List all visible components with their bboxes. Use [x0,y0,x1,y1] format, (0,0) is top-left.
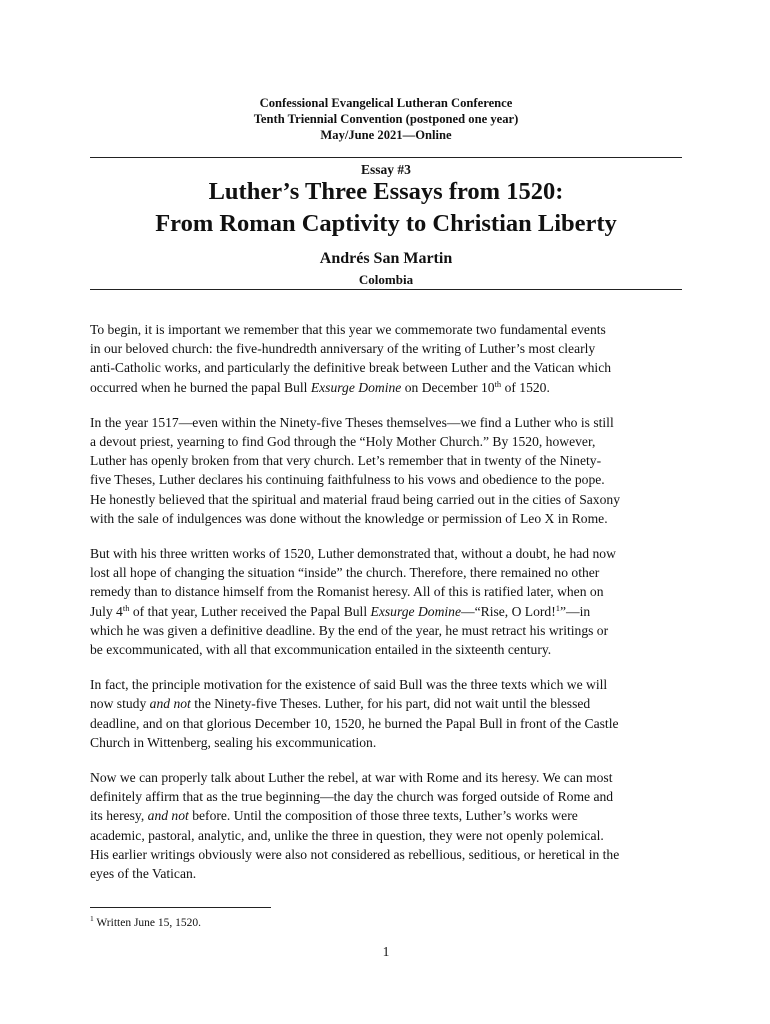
text-span: ”—in [560,603,591,619]
text-span: now study [90,696,150,712]
footnote-mark: 1 [90,914,94,923]
text-line: To begin, it is important we remember that this year we commemorate two fundamental events [90,322,606,337]
page-number: 1 [382,944,390,959]
text-line: He honestly believed that the spiritual and material fraud being carried out in the cities of Saxony [90,491,620,507]
italic-text: Exsurge Domine [310,379,402,395]
text-line: In the year 1517—even within the Ninety-five Theses themselves—we find a Luther who is still [90,414,614,430]
header-divider-bottom [90,289,682,290]
author-name: Andrés San Martin [319,250,453,267]
convention-date: May/June 2021—Online [320,128,452,142]
text-line: eyes of the Vatican. [90,866,197,882]
text-line: in our beloved church: the five-hundredth anniversary of the writing of Luther’s most clearly [90,341,596,357]
convention-name: Tenth Triennial Convention (postponed one year) [253,112,519,126]
text-line: five Theses, Luther declares his continuing faithfulness to his vows and obedience to the pope. [90,472,605,488]
text-line: a devout priest, yearning to find God through the “Holy Mother Church.” By 1520, however, [90,434,596,450]
paragraph-5 [90,768,682,883]
text-line: academic, pastoral, analytic, and, unlike the three in question, they were not openly polemical. [90,827,604,843]
text-line [90,694,682,713]
essay-title-line-2: From Roman Captivity to Christian Liberty [155,210,617,237]
text-line: Church in Wittenberg, sealing his excommunication. [90,734,377,750]
text-line: Now we can properly talk about Luther the rebel, at war with Rome and its heresy. We can most [90,770,613,786]
text-line: Luther has openly broken from that very church. Let’s remember that in twenty of the Ninety- [90,453,602,469]
text-line: anti-Catholic works, and particularly the definitive break between Luther and the Vatican which [90,360,612,376]
paragraph-3 [90,544,682,659]
essay-body [90,320,682,899]
footnote-divider [90,907,271,908]
paragraph-4 [90,675,682,752]
essay-title-line-1: Luther’s Three Essays from 1520: [208,178,564,205]
text-line: His earlier writings obviously were also not considered as rebellious, seditious, or heretical in the [90,846,620,862]
essay-number: Essay #3 [361,162,411,177]
text-line: which he was given a definitive deadline. By the end of the year, he must retract his writings or [90,622,609,638]
header-divider-top [90,157,682,158]
paragraph-2 [90,413,682,528]
italic-text: and not [149,696,191,712]
footnote-reference[interactable]: 1 [555,602,561,613]
superscript: th [494,378,502,389]
text-span: of 1520. [501,379,550,395]
essay-title [90,176,682,240]
text-line [90,602,682,621]
italic-text: Exsurge Domine [370,603,461,619]
text-span: occurred when he burned the papal Bull [90,379,311,395]
text-line: But with his three written works of 1520, Luther demonstrated that, without a doubt, he had now [90,546,616,562]
text-span: the Ninety-five Theses. Luther, for his part, did not wait until the blessed [190,696,591,712]
text-line: definitely affirm that as the true beginning—the day the church was forged outside of Rome and [90,789,614,805]
italic-text: and not [147,808,189,824]
superscript: th [122,602,130,613]
text-line: deadline, and on that glorious December 10, 1520, he burned the Papal Bull in front of the Castle [90,715,619,731]
text-line: remedy than to distance himself from the Romanist heresy. All of this is ratified later, when on [90,584,604,600]
text-line: with the sale of indulgences was done without the knowledge or permission of Leo X in Rome. [90,510,608,526]
text-span: July 4 [90,603,123,619]
text-span: its heresy, [90,808,148,824]
text-line: be excommunicated, with all that excommunication entailed in the sixteenth century. [90,642,552,658]
text-line [90,378,682,397]
footnote [90,914,202,929]
text-line: lost all hope of changing the situation “inside” the church. Therefore, there remained no other [90,565,600,581]
text-span: of that year, Luther received the Papal Bull [129,603,371,619]
conference-name: Confessional Evangelical Lutheran Conference [259,96,513,110]
text-line [90,806,682,825]
author-country: Colombia [358,272,414,287]
paragraph-1 [90,320,682,397]
footnote-text: Written June 15, 1520. [93,917,202,929]
text-span: —“Rise, O Lord! [461,603,556,619]
conference-header [90,95,682,143]
text-line: In fact, the principle motivation for the existence of said Bull was the three texts which we will [90,677,608,693]
text-span: on December 10 [401,379,495,395]
text-span: before. Until the composition of those three texts, Luther’s works were [188,808,578,824]
document-page [90,0,682,1024]
